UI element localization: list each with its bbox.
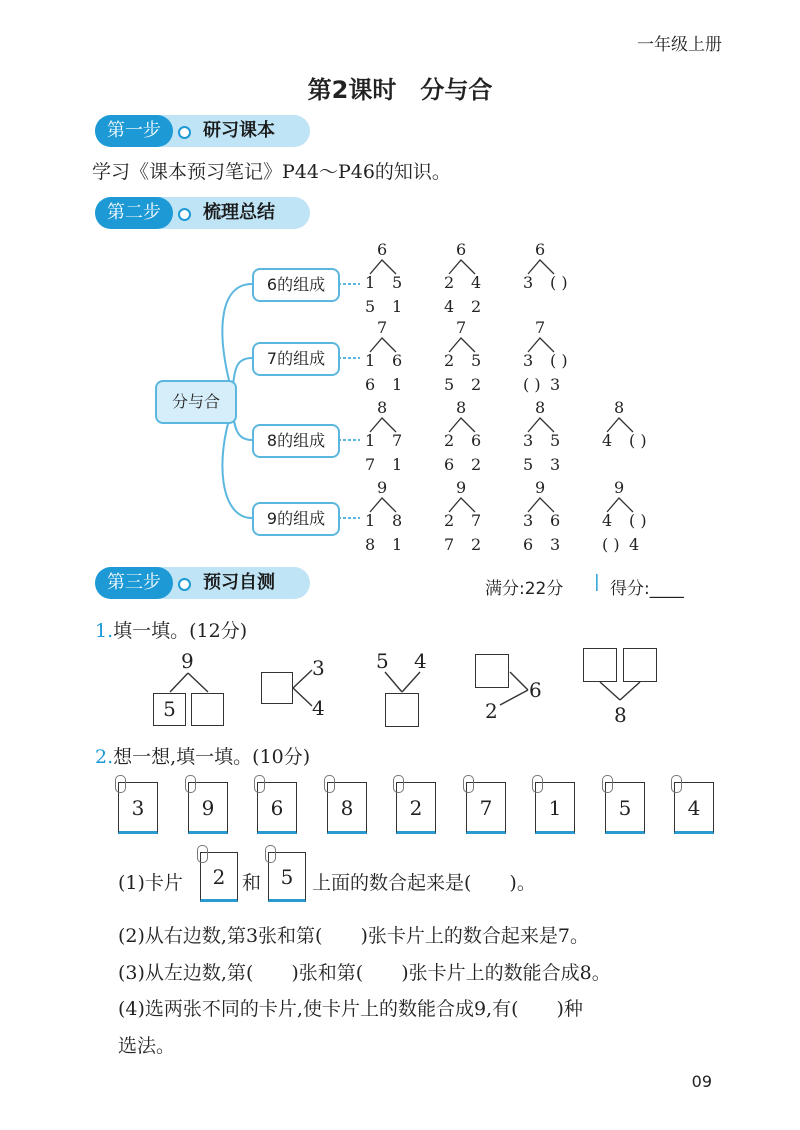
number-card: 5 <box>605 782 645 834</box>
split-vee <box>370 498 396 512</box>
group-part: 4 <box>602 431 613 450</box>
group-total: 9 <box>456 478 467 497</box>
group-total: 8 <box>377 398 388 417</box>
q2-text: 想一想,填一填。(10分) <box>113 746 311 768</box>
group-part: 6 <box>523 535 534 554</box>
full-score: 满分:22分 <box>485 579 564 599</box>
step1-label: 第一步 <box>95 115 173 147</box>
group-part: 2 <box>444 431 455 450</box>
paperclip-icon <box>463 775 474 793</box>
q1-text: 填一填。(12分) <box>113 620 248 642</box>
group-part: 8 <box>392 511 403 530</box>
group-total: 8 <box>535 398 546 417</box>
q1-d3-a: 5 <box>376 649 389 673</box>
branch-9: 9的组成 <box>252 502 340 536</box>
split-vee <box>528 418 554 432</box>
q1-d5-left-box[interactable] <box>583 648 617 682</box>
number-card: 2 <box>396 782 436 834</box>
q1-d4-a: 2 <box>485 699 498 723</box>
group-part: 2 <box>471 455 482 474</box>
group-part: 5 <box>550 431 561 450</box>
number-card: 3 <box>118 782 158 834</box>
step3-label: 第三步 <box>95 567 173 599</box>
q1-d3-box[interactable] <box>385 693 419 727</box>
group-part: 4 <box>602 511 613 530</box>
split-vee <box>607 418 633 432</box>
group-part: 2 <box>471 535 482 554</box>
group-total: 9 <box>377 478 388 497</box>
q1-d2-b: 4 <box>312 696 325 720</box>
group-part: 6 <box>471 431 482 450</box>
page-title: 第2课时 分与合 <box>307 76 493 104</box>
number-card: 7 <box>466 782 506 834</box>
group-part: 1 <box>392 297 403 316</box>
group-part: 3 <box>523 273 534 292</box>
paperclip-icon <box>602 775 613 793</box>
group-total: 9 <box>614 478 625 497</box>
group-part: 2 <box>471 297 482 316</box>
group-part: 7 <box>365 455 376 474</box>
split-vee <box>528 498 554 512</box>
page-number: 09 <box>691 1072 712 1091</box>
group-part: 1 <box>365 273 376 292</box>
number-card: 4 <box>674 782 714 834</box>
step-dot-icon <box>178 578 191 591</box>
score-field: 得分:____ <box>610 579 684 599</box>
group-total: 9 <box>535 478 546 497</box>
group-part: 6 <box>365 375 376 394</box>
group-part: 5 <box>523 455 534 474</box>
q1-d4-total: 6 <box>529 678 542 702</box>
split-vee <box>449 338 475 352</box>
q1-d2-box[interactable] <box>261 672 293 704</box>
q2-number: 2. <box>95 746 114 768</box>
branch-6: 6的组成 <box>252 268 340 302</box>
q2-p1-mid: 和 <box>242 872 262 894</box>
q2-heading <box>95 742 310 769</box>
step2-name: 梳理总结 <box>203 202 275 223</box>
group-part: 5 <box>392 273 403 292</box>
group-part: 5 <box>444 375 455 394</box>
step3-banner <box>95 567 310 601</box>
group-part: ( ) <box>629 431 647 450</box>
q2-p2: (2)从右边数,第3张和第( )张卡片上的数合起来是7。 <box>118 925 589 947</box>
group-part: 8 <box>365 535 376 554</box>
split-vee <box>449 498 475 512</box>
q2-p1-pre: (1)卡片 <box>118 872 183 894</box>
split-vee <box>449 260 475 274</box>
number-card: 9 <box>188 782 228 834</box>
paperclip-icon <box>265 845 276 863</box>
q1-d1-right-box[interactable] <box>191 693 224 726</box>
q1-d1-left-box: 5 <box>153 693 186 726</box>
number-card: 1 <box>535 782 575 834</box>
group-part: 2 <box>471 375 482 394</box>
group-part: 6 <box>392 351 403 370</box>
branch-7: 7的组成 <box>252 342 340 376</box>
paperclip-icon <box>393 775 404 793</box>
split-vee <box>528 338 554 352</box>
q1-heading <box>95 616 247 643</box>
q1-d4-box[interactable] <box>475 654 509 688</box>
group-part: 3 <box>523 431 534 450</box>
paperclip-icon <box>254 775 265 793</box>
group-part: 4 <box>444 297 455 316</box>
group-part: 5 <box>471 351 482 370</box>
group-part: 7 <box>392 431 403 450</box>
paperclip-icon <box>197 845 208 863</box>
group-part: 7 <box>471 511 482 530</box>
q2-p4-line2: 选法。 <box>118 1035 176 1057</box>
grade-label: 一年级上册 <box>637 35 722 55</box>
paperclip-icon <box>671 775 682 793</box>
group-part: 1 <box>365 431 376 450</box>
score-separator: | <box>594 572 600 592</box>
group-part: ( ) <box>602 535 620 554</box>
group-part: 4 <box>471 273 482 292</box>
group-total: 6 <box>377 240 388 259</box>
group-total: 6 <box>456 240 467 259</box>
q1-d5-right-box[interactable] <box>623 648 657 682</box>
step1-name: 研习课本 <box>203 120 275 141</box>
group-total: 7 <box>535 318 546 337</box>
group-total: 8 <box>614 398 625 417</box>
step2-label: 第二步 <box>95 197 173 229</box>
step1-text: 学习《课本预习笔记》P44～P46的知识。 <box>92 161 451 183</box>
q1-d3-b: 4 <box>414 649 427 673</box>
split-vee <box>370 338 396 352</box>
group-part: 7 <box>444 535 455 554</box>
group-part: 1 <box>392 535 403 554</box>
group-part: ( ) <box>523 375 541 394</box>
group-part: ( ) <box>550 273 568 292</box>
branch-8: 8的组成 <box>252 424 340 458</box>
split-vee <box>449 418 475 432</box>
split-vee <box>370 418 396 432</box>
paperclip-icon <box>115 775 126 793</box>
mindmap-center: 分与合 <box>155 380 237 424</box>
group-part: 4 <box>629 535 640 554</box>
group-part: 3 <box>550 375 561 394</box>
number-card: 6 <box>257 782 297 834</box>
split-vee <box>370 260 396 274</box>
group-part: 2 <box>444 273 455 292</box>
q2-p4-line1: (4)选两张不同的卡片,使卡片上的数能合成9,有( )种 <box>118 998 583 1020</box>
group-total: 7 <box>456 318 467 337</box>
step3-name: 预习自测 <box>203 572 275 593</box>
group-part: 6 <box>550 511 561 530</box>
group-part: 3 <box>523 351 534 370</box>
group-total: 8 <box>456 398 467 417</box>
inline-card-2: 2 <box>200 852 238 902</box>
group-part: 3 <box>523 511 534 530</box>
group-part: ( ) <box>550 351 568 370</box>
group-part: 5 <box>365 297 376 316</box>
inline-card-5: 5 <box>268 852 306 902</box>
group-part: 2 <box>444 351 455 370</box>
paperclip-icon <box>532 775 543 793</box>
paperclip-icon <box>185 775 196 793</box>
q1-d5-total: 8 <box>614 703 627 727</box>
group-total: 6 <box>535 240 546 259</box>
group-part: 1 <box>365 511 376 530</box>
q2-p3: (3)从左边数,第( )张和第( )张卡片上的数能合成8。 <box>118 962 611 984</box>
split-vee <box>607 498 633 512</box>
q1-number: 1. <box>95 620 114 642</box>
split-vee <box>528 260 554 274</box>
q1-d1-total: 9 <box>181 649 194 673</box>
q1-d2-a: 3 <box>312 656 325 680</box>
group-part: 3 <box>550 535 561 554</box>
group-part: 2 <box>444 511 455 530</box>
group-part: 6 <box>444 455 455 474</box>
paperclip-icon <box>324 775 335 793</box>
group-part: 1 <box>392 375 403 394</box>
group-total: 7 <box>377 318 388 337</box>
group-part: 1 <box>392 455 403 474</box>
group-part: 1 <box>365 351 376 370</box>
group-part: ( ) <box>629 511 647 530</box>
number-card: 8 <box>327 782 367 834</box>
group-part: 3 <box>550 455 561 474</box>
q2-p1-post: 上面的数合起来是( )。 <box>312 872 536 894</box>
